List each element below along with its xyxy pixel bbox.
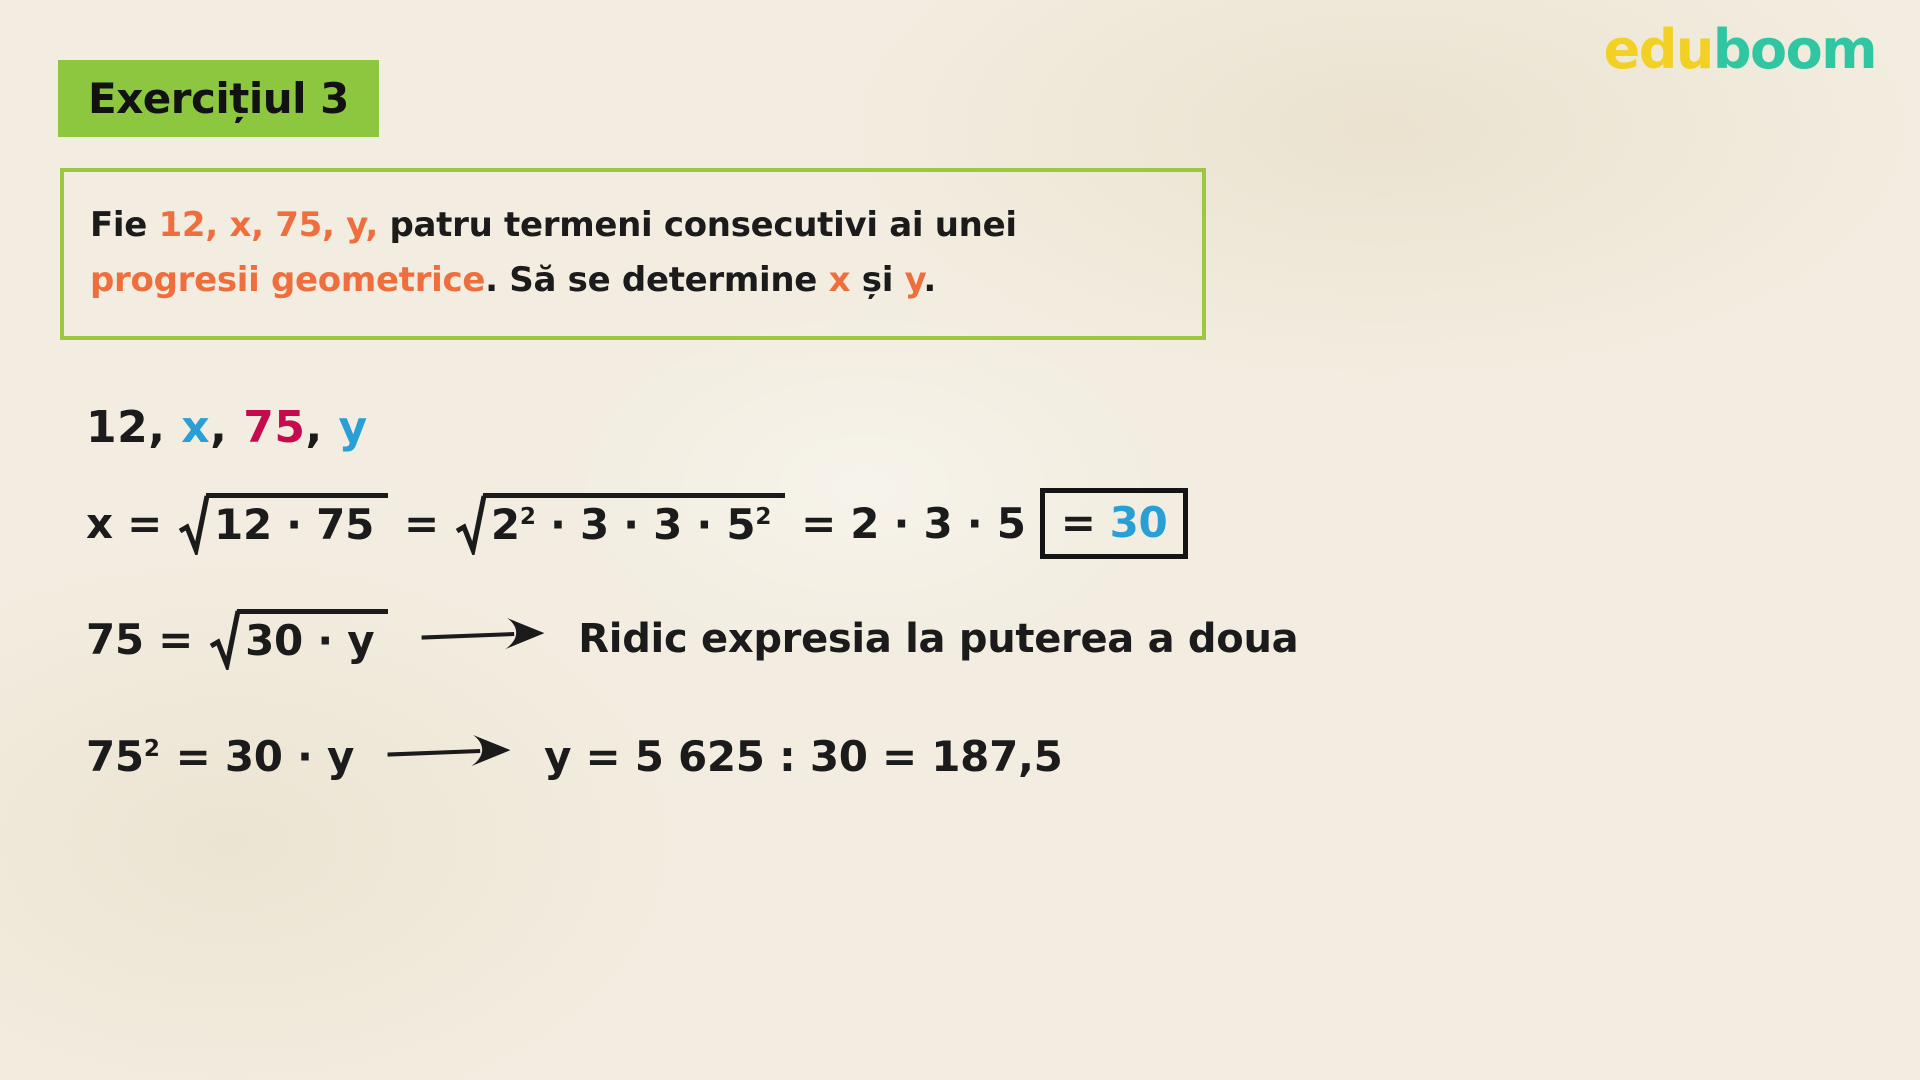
step-note: Ridic expresia la puterea a doua: [578, 616, 1299, 662]
equation-x: [86, 488, 1188, 559]
seq-comma: ,: [305, 402, 339, 453]
eq3-lhs: [86, 732, 160, 781]
radicand: 30 · y: [237, 609, 388, 669]
sqrt-radical: [209, 608, 388, 670]
eq3-base: 75: [86, 731, 144, 781]
equation-75-sqrt: [86, 608, 1298, 670]
eq2-lhs: 75 =: [86, 614, 194, 664]
problem-text: . Să se determine: [485, 260, 829, 301]
sequence-line: [86, 402, 368, 453]
sqrt-radical: [455, 493, 785, 555]
right-arrow-icon: [418, 611, 548, 667]
exercise-badge-label: Exercițiul 3: [88, 74, 349, 123]
problem-keyword: progresii geometrice: [90, 260, 486, 301]
right-arrow-icon: [384, 728, 514, 784]
problem-text: Fie: [90, 205, 159, 245]
equation-75-squared: [86, 728, 1063, 784]
seq-12: 12,: [86, 402, 166, 453]
radicand-text: · 3 · 3 · 5: [535, 500, 756, 550]
problem-terms: 12, x, 75, y,: [158, 205, 378, 245]
eq1-product: = 2 · 3 · 5: [801, 499, 1026, 548]
logo-edu: edu: [1603, 18, 1713, 81]
problem-box: [60, 168, 1206, 340]
exercise-badge: [58, 60, 379, 137]
radicand-text: 2: [490, 500, 520, 550]
radicand-exponent: 2: [519, 504, 536, 531]
seq-x: x: [165, 402, 211, 453]
equals-sign: =: [404, 499, 439, 548]
problem-text: patru termeni consecutivi ai unei: [377, 205, 1017, 245]
seq-75: 75: [243, 402, 306, 453]
problem-text: .: [923, 260, 936, 301]
seq-y: y: [338, 402, 368, 453]
seq-comma: ,: [210, 402, 244, 453]
logo-boom: boom: [1712, 18, 1876, 81]
radicand: [483, 493, 785, 553]
radicand-exponent: 2: [755, 504, 772, 531]
radicand: 12 · 75: [206, 493, 388, 553]
problem-var-y: y: [904, 260, 924, 301]
eduboom-logo: [1604, 18, 1876, 81]
equals-sign: =: [1060, 498, 1096, 547]
eq3-rhs: = 30 · y: [175, 731, 355, 781]
sqrt-radical: [178, 493, 388, 555]
eq1-lhs: x =: [86, 499, 163, 548]
result-y: y = 5 625 : 30 = 187,5: [544, 731, 1063, 781]
problem-text: și: [850, 260, 905, 301]
problem-text-line2: [90, 253, 1176, 308]
problem-var-x: x: [828, 260, 851, 301]
result-value-x: 30: [1109, 498, 1168, 547]
result-box-x: [1040, 488, 1189, 559]
problem-text-line1: [90, 198, 1176, 253]
eq3-exponent: 2: [143, 735, 160, 762]
